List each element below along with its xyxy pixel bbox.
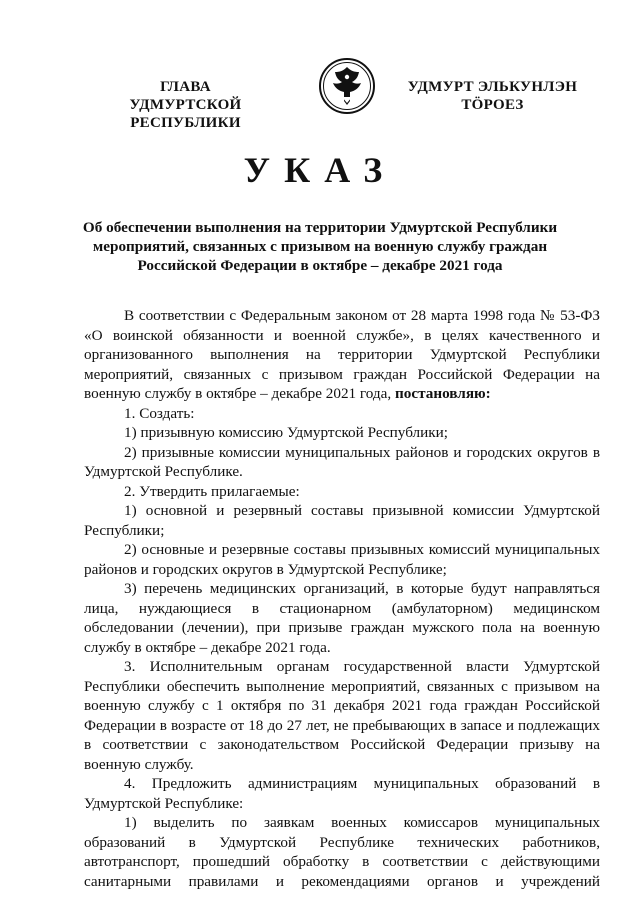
- header-right-line2: ТӦРОЕЗ: [461, 97, 524, 113]
- intro-bold: постановляю:: [395, 385, 491, 402]
- intro-text: В соответствии с Федеральным законом от 28 марта 1998 года № 53-ФЗ «О воинской обязанности и военной службе», в целях качественного и организованного выполнения на территории Удмуртской Республики мероприятий, связанных с призывом граждан Российской Федерации на военную службу в октябре – декабре 2021 года,: [84, 307, 600, 402]
- subject-line: мероприятий, связанных с призывом на военную службу граждан: [92, 238, 548, 255]
- clause-4-1: 1) выделить по заявкам военных комиссаров муниципальных образований в Удмуртской Республике технических работников, автотранспорт, прошедший обработку в соответствии с действующими санитарными правилами и рекомендациями органов и учреждений: [84, 814, 600, 890]
- intro-paragraph: [84, 306, 600, 404]
- decree-subject: [80, 218, 560, 275]
- clause-2-3: 3) перечень медицинских организаций, в которые будут направляться лица, нуждающиеся в стационарном (амбулаторном) медицинском обследовании (лечении), при призыве граждан мужского пола на военную службу в октябре – декабре 2021 года.: [84, 580, 600, 656]
- subject-line: Об обеспечении выполнения на территории Удмуртской Республики: [82, 219, 558, 236]
- header-left-line2: УДМУРТСКОЙ РЕСПУБЛИКИ: [129, 97, 242, 131]
- header-left-line1: ГЛАВА: [160, 79, 211, 95]
- clause-1-2: 2) призывные комиссии муниципальных районов и городских округов в Удмуртской Республике.: [84, 443, 600, 480]
- decree-title: УКАЗ: [243, 150, 397, 190]
- header-left: [78, 78, 293, 132]
- decree-body: [84, 306, 600, 891]
- clause-3: 3. Исполнительным органам государственной власти Удмуртской Республики обеспечить выполнение мероприятий, связанных с призывом на военную службу с 1 октября по 31 декабря 2021 года граждан Российской Федерации в возрасте от 18 до 27 лет, не пребывающих в запасе и подлежащих в соответствии с законодательством Российской Федерации призыву на военную службу.: [84, 658, 600, 773]
- subject-line: Российской Федерации в октябре – декабре 2021 года: [137, 257, 503, 274]
- clause-2-1: 1) основной и резервный составы призывной комиссии Удмуртской Республики;: [84, 502, 600, 539]
- header-right: [405, 78, 580, 114]
- header-right-line1: УДМУРТ ЭЛЬКУНЛЭН: [407, 79, 578, 95]
- clause-2: 2. Утвердить прилагаемые:: [124, 482, 300, 500]
- clause-2-2: 2) основные и резервные составы призывных комиссий муниципальных районов и городских округов в Удмуртской Республике;: [84, 541, 600, 578]
- clause-1-1: 1) призывную комиссию Удмуртской Республики;: [124, 424, 448, 441]
- coat-of-arms-icon: [318, 57, 376, 115]
- clause-4: 4. Предложить администрациям муниципальных образований в Удмуртской Республике:: [84, 775, 600, 812]
- clause-1: 1. Создать:: [124, 404, 195, 422]
